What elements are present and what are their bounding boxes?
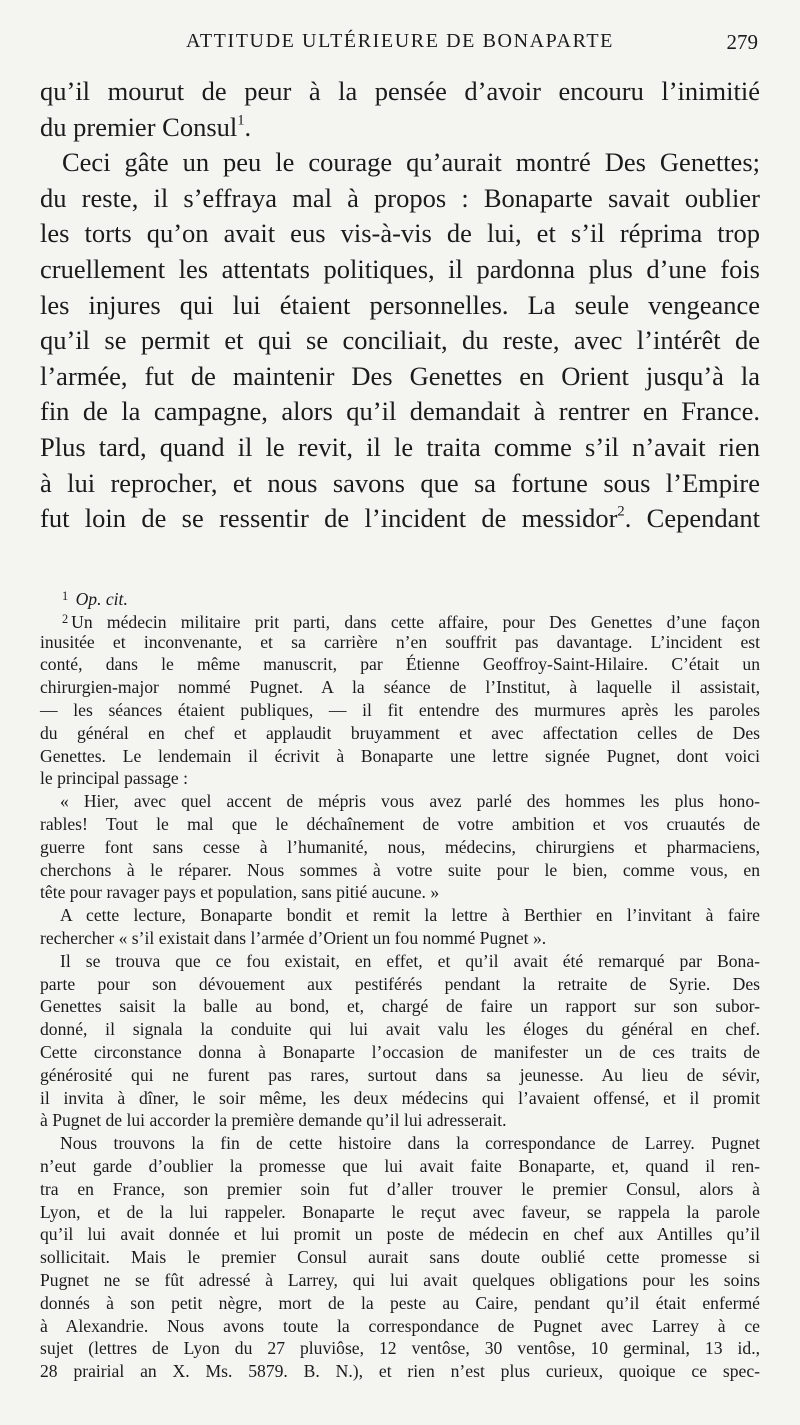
footnote-line (40, 1360, 760, 1383)
running-title: ATTITUDE ULTÉRIEURE DE BONAPARTE (186, 30, 614, 52)
footnote-line (40, 631, 760, 654)
running-head (40, 30, 760, 60)
footnote-line (40, 836, 760, 859)
text-line-content: du reste, il s’effraya mal à propos : Bonaparte savait oublier (40, 182, 760, 213)
text-line (40, 216, 760, 252)
footnote-line (40, 1269, 760, 1292)
footnote-line (40, 790, 760, 813)
footnote-line-content: parte pour son dévouement aux pestiférés pendant la retraite de Syrie. Des (40, 973, 760, 994)
footnote-line (40, 745, 760, 768)
main-text (40, 74, 760, 537)
footnote-line-content: guerre font sans cesse à l’humanité, nous, médecins, chirurgiens et pharmaciens, (40, 836, 760, 857)
text-line (40, 145, 760, 181)
footnote-line (40, 881, 760, 904)
footnote-line (40, 1315, 760, 1338)
footnote-line-content: qu’il lui avait donnée et lui promit un poste de médecin en chef aux Antilles qu’il (40, 1224, 760, 1245)
text-line (40, 430, 760, 466)
footnote-line-content: n’eut garde d’oublier la promesse que lui avait faite Bonaparte, et, quand il ren- (40, 1155, 760, 1176)
footnote-line-content: Pugnet ne se fût adressé à Larrey, qui lui avait quelques obligations pour les soins (40, 1269, 760, 1290)
footnote-line-content: générosité qui ne furent pas rares, surtout dans sa jeunesse. Au lieu de sévir, (40, 1064, 760, 1085)
footnote-line-content: A cette lecture, Bonaparte bondit et remit la lettre à Berthier en l’invitant à faire (60, 905, 760, 926)
footnote-2-marker: 2 (62, 611, 69, 626)
footnote-line (40, 927, 760, 950)
footnote-line-content: il invita à dîner, le soir même, les deux médecins qui l’avaient offensé, et il promit (40, 1087, 760, 1108)
footnote-line-content: Nous trouvons la fin de cette histoire dans la correspondance de Larrey. Pugnet (60, 1133, 760, 1154)
text-line-content: l’armée, fut de maintenir Des Genettes en Orient jusqu’à la (40, 360, 760, 391)
text-line (40, 110, 760, 146)
page-number: 279 (726, 30, 758, 54)
footnote-line (40, 859, 760, 882)
footnote-line-content: rables! Tout le mal que le déchaînement de votre ambition et vos cruautés de (40, 813, 760, 834)
text-line (40, 323, 760, 359)
footnote-1-text: Op. cit. (75, 588, 128, 609)
footnote-ref[interactable]: 1 (237, 111, 245, 128)
footnote-line (40, 1201, 760, 1224)
footnote-line-content: Genettes. Le lendemain il écrivit à Bonaparte une lettre signée Pugnet, dont voici (40, 745, 760, 766)
text-line (40, 359, 760, 395)
footnote-line-content: chirurgien-major nommé Pugnet. A la séance de l’Institut, à laquelle il assistait, (40, 677, 760, 698)
text-line-content: fut loin de se ressentir de l’incident de messidor (40, 503, 618, 534)
footnote-line (40, 767, 760, 790)
footnote-line (40, 699, 760, 722)
footnote-line (40, 1292, 760, 1315)
footnote-line-content: rechercher « s’il existait dans l’armée d’Orient un fou nommé Pugnet ». (40, 927, 547, 948)
footnote-line-content: donnés à son petit nègre, mort de la peste au Caire, pendant qu’il était enfermé (40, 1292, 760, 1313)
footnote-line (40, 1132, 760, 1155)
footnote-line-content: Lyon, et de la lui rappeler. Bonaparte le reçut avec faveur, se rappela la parole (40, 1201, 760, 1222)
footnote-1 (40, 585, 760, 608)
text-line-content: cruellement les attentats politiques, il pardonna plus d’une fois (40, 253, 760, 284)
footnote-line (40, 1109, 760, 1132)
footnote-line (40, 813, 760, 836)
footnote-line (40, 1064, 760, 1087)
text-line-content: fin de la campagne, alors qu’il demandait à rentrer en France. (40, 396, 760, 427)
footnotes (40, 585, 760, 1383)
footnote-line-content: le principal passage : (40, 768, 189, 789)
footnote-line-content: cherchons à le réparer. Nous sommes à votre suite pour le bien, comme vous, en (40, 859, 760, 880)
footnote-line-content: tra en France, son premier soin fut d’aller trouver le premier Consul, alors à (40, 1178, 760, 1199)
text-line-content: à lui reprocher, et nous savons que sa fortune sous l’Empire (40, 467, 760, 498)
text-line-content: qu’il mourut de peur à la pensée d’avoir encouru l’inimitié (40, 76, 760, 106)
text-line (40, 74, 760, 110)
footnote-line (40, 1337, 760, 1360)
text-line-content: du premier Consul (40, 111, 238, 142)
footnote-line (40, 1155, 760, 1178)
footnote-line-content: Un médecin militaire prit parti, dans cette affaire, pour Des Genettes d’une façon (71, 611, 760, 632)
footnote-line (40, 904, 760, 927)
footnote-line-content: sollicitait. Mais le premier Consul aurait sans doute oublié cette promesse si (40, 1247, 760, 1268)
footnote-line (40, 1178, 760, 1201)
footnote-line-content: à Alexandrie. Nous avons toute la correspondance de Pugnet avec Larrey à ce (40, 1315, 760, 1336)
footnote-line-content: « Hier, avec quel accent de mépris vous avez parlé des hommes les plus hono- (60, 791, 760, 812)
footnote-line-content: conté, dans le même manuscrit, par Étienne Geoffroy-Saint-Hilaire. C’était un (40, 654, 760, 675)
text-line (40, 252, 760, 288)
footnote-line (40, 1087, 760, 1110)
text-line (40, 181, 760, 217)
footnote-line-content: donné, il signala la conduite qui lui avait valu les éloges du général en chef. (40, 1019, 760, 1040)
footnote-line (40, 1041, 760, 1064)
footnote-line (40, 722, 760, 745)
footnote-line (40, 1018, 760, 1041)
text-line-content: Ceci gâte un peu le courage qu’aurait montré Des Genettes; (62, 147, 760, 178)
footnote-line-content: Cette circonstance donna à Bonaparte l’occasion de manifester un de ces traits de (40, 1041, 760, 1062)
text-line (40, 394, 760, 430)
footnote-line (40, 995, 760, 1018)
footnote-line (40, 608, 760, 631)
text-line-content: les torts qu’on avait eus vis-à-vis de lui, et s’il réprima trop (40, 218, 760, 249)
text-line (40, 501, 760, 537)
text-line-content: les injures qui lui étaient personnelles. La seule vengeance (40, 289, 760, 320)
footnote-line (40, 1223, 760, 1246)
footnote-line-content: Il se trouva que ce fou existait, en effet, et qu’il avait été remarqué par Bona- (60, 950, 760, 971)
footnote-line-content: inusitée et inconvenante, et sa carrière n’en souffrit pas davantage. L’incident est (40, 631, 760, 652)
text-line-content: Plus tard, quand il le revit, il le traita comme s’il n’avait rien (40, 431, 760, 462)
footnote-line-content: 28 prairial an X. Ms. 5879. B. N.), et rien n’est plus curieux, quoique ce spec- (40, 1361, 760, 1382)
footnote-line (40, 653, 760, 676)
footnote-line-content: — les séances étaient publiques, — il fit entendre des murmures après les paroles (40, 699, 760, 720)
text-line-content: qu’il se permit et qui se conciliait, du reste, avec l’intérêt de (40, 325, 760, 356)
footnote-1-marker: 1 (62, 589, 69, 603)
footnote-line-content: Genettes saisit la balle au bond, et, chargé de faire un rapport sur son subor- (40, 996, 760, 1017)
text-line-tail: . (244, 111, 252, 142)
footnote-line (40, 1246, 760, 1269)
footnote-line-content: à Pugnet de lui accorder la première demande qu’il lui adresserait. (40, 1110, 507, 1131)
footnote-line-content: du général en chef et applaudit bruyamment et avec affectation celles de Des (40, 722, 760, 743)
text-line (40, 466, 760, 502)
footnote-line (40, 676, 760, 699)
footnote-line-content: sujet (lettres de Lyon du 27 pluviôse, 12 ventôse, 30 ventôse, 10 germinal, 13 id., (40, 1338, 760, 1359)
footnote-ref[interactable]: 2 (617, 503, 625, 520)
footnote-line (40, 950, 760, 973)
text-line (40, 288, 760, 324)
text-line-tail: . Cependant (624, 503, 760, 534)
footnote-line-content: tête pour ravager pays et population, sans pitié aucune. » (40, 882, 440, 903)
footnote-line (40, 973, 760, 996)
